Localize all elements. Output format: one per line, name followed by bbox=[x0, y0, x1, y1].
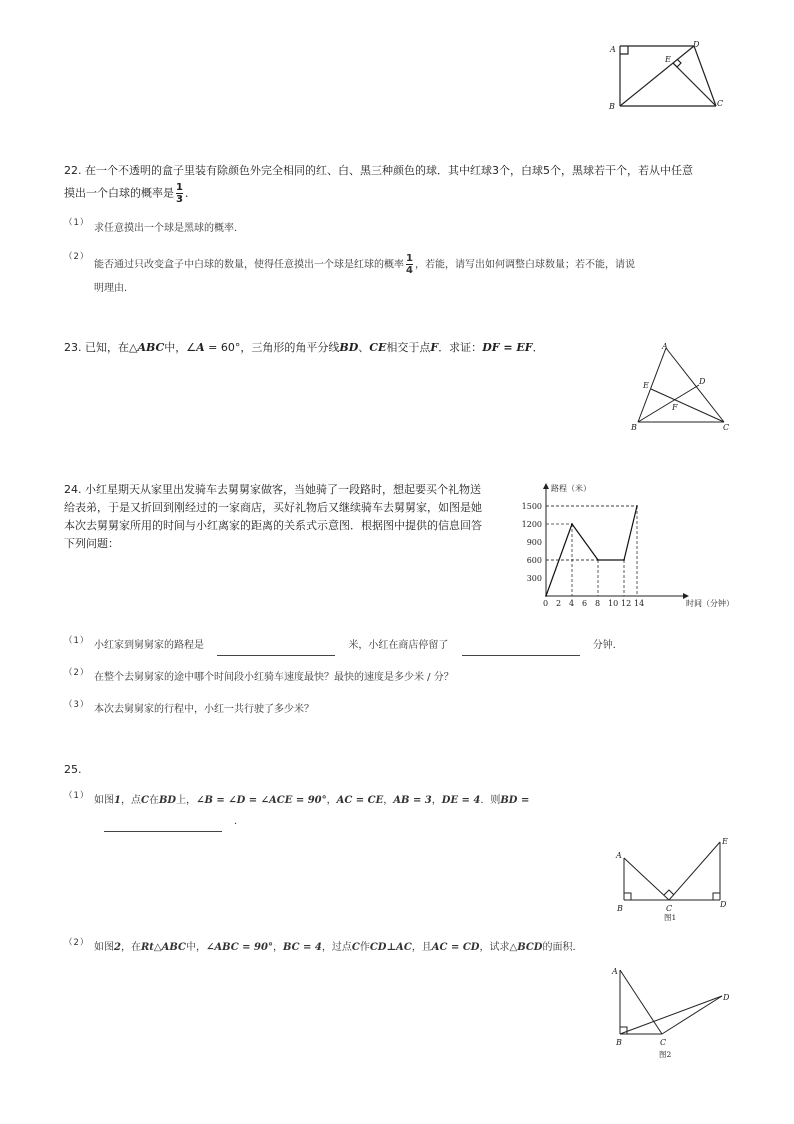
q22-frac-den: 3 bbox=[176, 194, 183, 205]
chart-x-axis-label: 时间（分钟） bbox=[686, 599, 734, 608]
q24-part1-line bbox=[94, 636, 623, 656]
figure-q23 bbox=[624, 340, 736, 436]
q23-math-ce: CE bbox=[369, 341, 387, 354]
q25-part1-answer-line bbox=[104, 812, 244, 832]
q25-p1-d: 上， bbox=[176, 795, 197, 806]
q25-p1-h: ．则 bbox=[480, 795, 501, 806]
chart-y-tick-label: 1500 bbox=[521, 502, 542, 511]
q25-fig1-e: E bbox=[722, 837, 728, 846]
q25-p2-f: 作 bbox=[359, 942, 370, 953]
q25-part2-line bbox=[94, 938, 582, 958]
q24-stem-line1: 24. 小红星期天从家里出发骑车去舅舅家做客，当她骑了一段路时，想起要买个礼物送 bbox=[64, 483, 481, 496]
chart-x-tick-label: 0 bbox=[543, 599, 549, 608]
q25-p1-end: ． bbox=[234, 816, 244, 827]
chart-x-tick-label: 14 bbox=[634, 599, 645, 608]
q23-label-e: E bbox=[643, 381, 649, 390]
q25-p2-h: ，试求△ bbox=[479, 942, 518, 953]
q22-part1-text: 求任意摸出一个球是黑球的概率． bbox=[94, 223, 244, 234]
figure-q21 bbox=[600, 36, 740, 116]
chart-x-tick-label: 12 bbox=[621, 599, 632, 608]
q23-math-proof: DF = EF bbox=[482, 341, 533, 354]
q25-title: 25. bbox=[64, 763, 82, 776]
q25-fig2-c: C bbox=[660, 1038, 667, 1047]
q24-part2-number: （2） bbox=[64, 668, 90, 678]
figure-q25-2 bbox=[608, 966, 740, 1062]
q23-math-f: F bbox=[430, 341, 439, 354]
q25-p2-g: ，且 bbox=[411, 942, 432, 953]
q22-fraction bbox=[176, 182, 183, 205]
q25-fig1-a: A bbox=[616, 851, 622, 860]
q25-p2-fig: 2 bbox=[114, 942, 121, 953]
q25-fig2-b: B bbox=[616, 1038, 622, 1047]
chart-y-tick-label: 900 bbox=[526, 538, 542, 547]
q22-part2-frac-num: 1 bbox=[406, 253, 413, 264]
q25-fig1-c: C bbox=[666, 904, 673, 913]
q23-stem bbox=[64, 338, 544, 358]
q25-part1-number: （1） bbox=[64, 791, 90, 801]
q25-math-c2: C bbox=[351, 942, 360, 953]
q25-math-perp: CD⊥AC bbox=[369, 942, 412, 953]
q25-math-bcd: BCD bbox=[517, 942, 543, 953]
q25-p1-fig: 1 bbox=[114, 795, 121, 806]
label-b: B bbox=[609, 102, 615, 111]
label-c: C bbox=[717, 99, 724, 108]
q25-p1-a: 如图 bbox=[94, 795, 114, 806]
chart-point bbox=[636, 505, 638, 507]
q24-distance-time-chart bbox=[514, 478, 764, 618]
chart-y-tick-label: 1200 bbox=[521, 520, 542, 529]
chart-x-tick-label: 2 bbox=[556, 599, 562, 608]
q22-part2-fraction bbox=[406, 253, 413, 276]
chart-x-tick-label: 6 bbox=[582, 599, 588, 608]
q24-answer-blank-minutes[interactable] bbox=[462, 643, 580, 656]
q24-part1-text-a: 小红家到舅舅家的路程是 bbox=[94, 640, 204, 651]
q22-part2-line2: 明理由． bbox=[94, 283, 134, 294]
figure-q25-1 bbox=[610, 834, 742, 926]
q25-p2-c: 中， bbox=[185, 942, 206, 953]
q25-math-angles: ∠B = ∠D = ∠ACE = 90° bbox=[196, 795, 327, 806]
q25-p2-i: 的面积． bbox=[542, 942, 583, 953]
q25-math-ab: AB = 3 bbox=[393, 795, 432, 806]
q24-answer-blank-distance[interactable] bbox=[217, 643, 335, 656]
q23-text-3: = 60°，三角形的角平分线 bbox=[204, 341, 340, 354]
q23-text-2: 中，∠ bbox=[164, 341, 197, 354]
q23-label-d: D bbox=[699, 377, 706, 386]
q25-fig2-a: A bbox=[612, 967, 618, 976]
q25-math-bd-eq: BD = bbox=[500, 795, 530, 806]
q24-part1-text-b: 米，小红在商店停留了 bbox=[348, 640, 449, 651]
q23-label-a: A bbox=[662, 342, 668, 351]
chart-segment bbox=[624, 506, 637, 560]
q22-stem-end: ． bbox=[184, 186, 196, 200]
q23-math-a: A bbox=[196, 341, 205, 354]
q23-label-c: C bbox=[723, 423, 730, 432]
q25-math-rt: Rt△ABC bbox=[140, 942, 186, 953]
q23-label-f: F bbox=[672, 403, 678, 412]
q23-math-bd: BD bbox=[339, 341, 359, 354]
q25-part2-number: （2） bbox=[64, 938, 90, 948]
q22-part2-number: （2） bbox=[64, 252, 90, 262]
q23-label-b: B bbox=[631, 423, 637, 432]
q22-part2-line1 bbox=[94, 253, 635, 276]
q25-p2-b: ，在 bbox=[120, 942, 141, 953]
q24-part1-number: （1） bbox=[64, 636, 90, 646]
q25-fig1-d: D bbox=[720, 900, 727, 909]
chart-point bbox=[623, 559, 625, 561]
chart-point bbox=[597, 559, 599, 561]
q22-part1-number: （1） bbox=[64, 218, 90, 228]
q25-math-c: C bbox=[140, 795, 149, 806]
q25-fig1-b: B bbox=[617, 904, 623, 913]
q24-stem-line4: 下列问题： bbox=[64, 537, 119, 550]
chart-segment bbox=[572, 524, 598, 560]
q24-part2-text: 在整个去舅舅家的途中哪个时间段小红骑车速度最快？最快的速度是多少米 / 分？ bbox=[94, 672, 454, 683]
chart-x-tick-label: 8 bbox=[595, 599, 601, 608]
q25-fig2-caption: 图2 bbox=[659, 1050, 672, 1059]
q23-text-4: 、 bbox=[358, 341, 370, 354]
q24-part3-number: （3） bbox=[64, 700, 90, 710]
q24-stem-line2: 给表弟，于是又折回到刚经过的一家商店，买好礼物后又继续骑车去舅舅家，如图是她 bbox=[64, 501, 482, 514]
q25-p1-f: ， bbox=[383, 795, 394, 806]
q24-part1-text-c: 分钟． bbox=[592, 640, 623, 651]
q24-part3-text: 本次去舅舅家的行程中，小红一共行驶了多少米？ bbox=[94, 704, 314, 715]
q25-p1-e: ， bbox=[326, 795, 337, 806]
chart-y-tick-label: 300 bbox=[526, 574, 542, 583]
q25-part1-line bbox=[94, 791, 529, 811]
q23-text-1: 23. 已知，在△ bbox=[64, 341, 138, 354]
q25-fig1-caption: 图1 bbox=[664, 913, 677, 922]
q22-part2-text-b: ，若能，请写出如何调整白球数量；若不能，请说 bbox=[414, 259, 635, 271]
q25-math-bc: BC = 4 bbox=[282, 942, 322, 953]
q25-p2-e: ，过点 bbox=[321, 942, 352, 953]
q23-text-7: ． bbox=[532, 341, 544, 354]
label-e: E bbox=[665, 55, 671, 64]
chart-x-tick-label: 4 bbox=[569, 599, 575, 608]
q25-answer-blank-bd[interactable] bbox=[104, 819, 222, 832]
chart-x-tick-label: 10 bbox=[608, 599, 619, 608]
q25-math-de: DE = 4 bbox=[441, 795, 481, 806]
q22-stem-text: 摸出一个白球的概率是 bbox=[64, 186, 174, 200]
label-a: A bbox=[610, 45, 616, 54]
q22-part2-text-a: 能否通过只改变盒子中白球的数量，使得任意摸出一个球是红球的概率 bbox=[94, 259, 404, 271]
q23-text-6: ．求证： bbox=[438, 341, 483, 354]
q22-stem-line1: 22. 在一个不透明的盒子里装有除颜色外完全相同的红、白、黑三种颜色的球．其中红球3个，白球5个，黑球若干个，若从中任意 bbox=[64, 164, 693, 177]
q25-p1-c: 在 bbox=[148, 795, 159, 806]
q25-p1-g: ， bbox=[431, 795, 442, 806]
q25-p1-b: ，点 bbox=[120, 795, 141, 806]
q25-math-eq: AC = CD bbox=[431, 942, 480, 953]
q25-p2-d: ， bbox=[272, 942, 283, 953]
chart-y-tick-label: 600 bbox=[526, 556, 542, 565]
q25-p2-a: 如图 bbox=[94, 942, 114, 953]
q25-math-ac-ce: AC = CE bbox=[336, 795, 384, 806]
chart-point bbox=[545, 595, 547, 597]
q23-text-5: 相交于点 bbox=[386, 341, 431, 354]
label-d: D bbox=[693, 40, 700, 49]
q24-stem-line3: 本次去舅舅家所用的时间与小红离家的距离的关系式示意图．根据图中提供的信息回答 bbox=[64, 519, 482, 532]
q22-stem-line2 bbox=[64, 182, 196, 205]
q25-math-angle: ∠ABC = 90° bbox=[205, 942, 273, 953]
q25-fig2-d: D bbox=[723, 993, 730, 1002]
q22-part2-frac-den: 4 bbox=[406, 265, 413, 276]
chart-y-axis-label: 路程（米） bbox=[551, 484, 591, 493]
chart-point bbox=[571, 523, 573, 525]
q22-frac-num: 1 bbox=[176, 182, 183, 193]
q23-math-abc: ABC bbox=[137, 341, 165, 354]
q25-math-bd: BD bbox=[158, 795, 177, 806]
